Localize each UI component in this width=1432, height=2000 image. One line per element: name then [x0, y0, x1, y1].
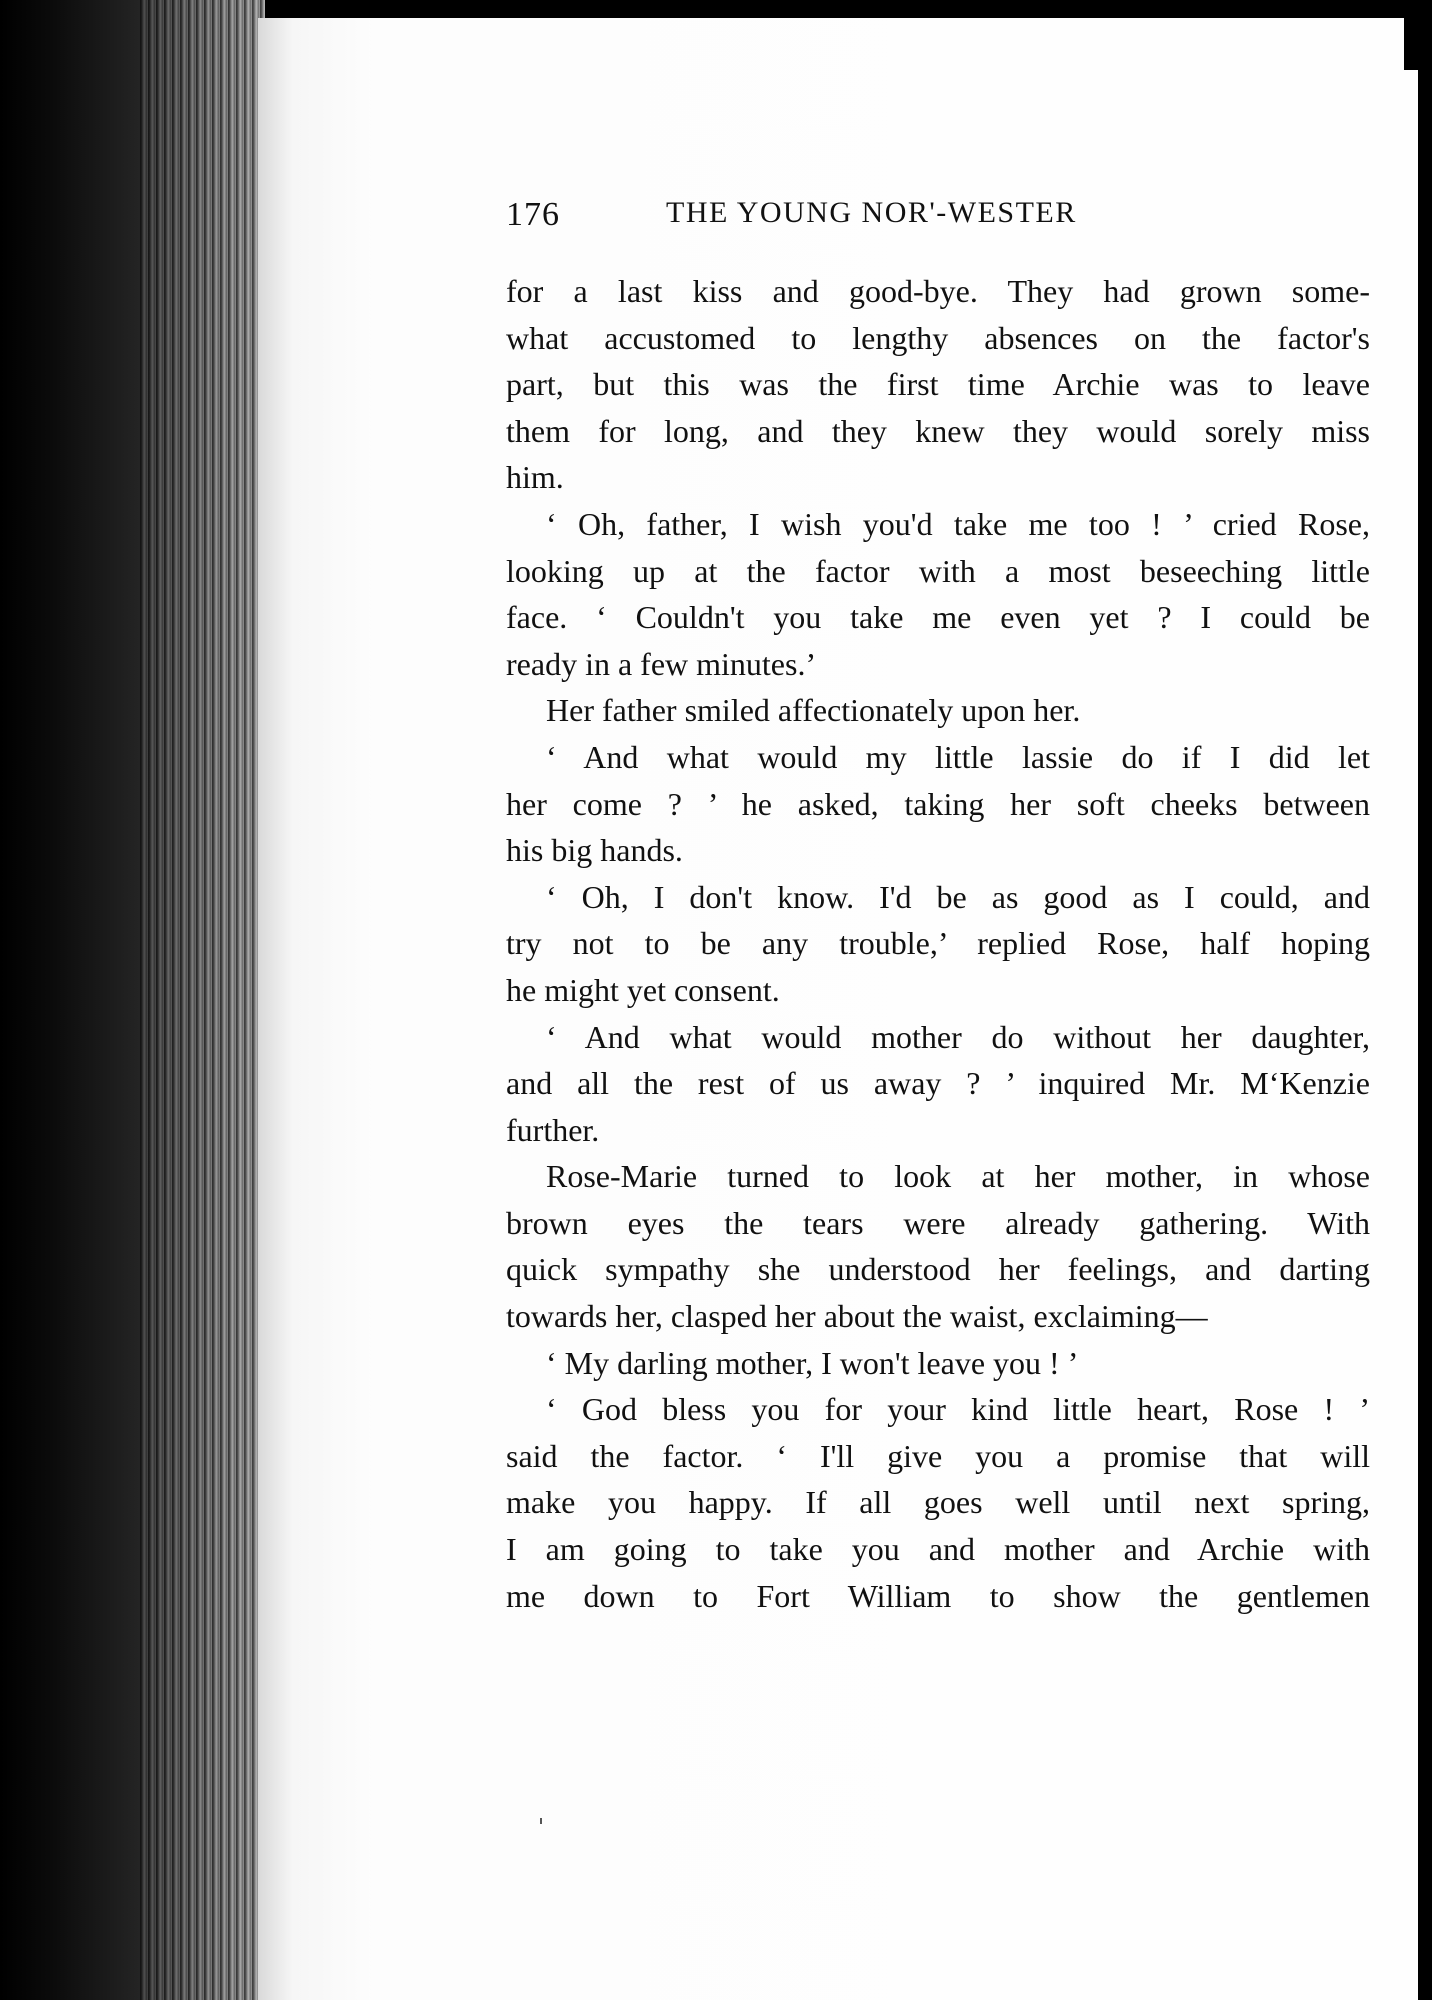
running-title: THE YOUNG NOR'-WESTER [666, 196, 1077, 229]
text-line: his big hands. [506, 832, 683, 869]
page-edges [140, 0, 265, 2000]
text-line: me down to Fort William to show the gentlemen [506, 1577, 1370, 1614]
text-line: I am going to take you and mother and Archie with [506, 1531, 1370, 1568]
text-line: ‘ Oh, father, I wish you'd take me too ! ’ cried Rose, [546, 505, 1370, 542]
text-line: face. ‘ Couldn't you take me even yet ? I could be [506, 599, 1370, 636]
text-line: ‘ And what would my little lassie do if I did let [546, 738, 1370, 775]
text-line: make you happy. If all goes well until next spring, [506, 1484, 1370, 1521]
text-line: and all the rest of us away ? ’ inquired Mr. M‘Kenzie [506, 1065, 1370, 1102]
text-line: towards her, clasped her about the waist, exclaiming— [506, 1298, 1208, 1335]
book-binding [0, 0, 160, 2000]
text-line: try not to be any trouble,’ replied Rose, half hoping [506, 925, 1370, 962]
text-line: her come ? ’ he asked, taking her soft cheeks between [506, 785, 1370, 822]
text-line: what accustomed to lengthy absences on the factor's [506, 319, 1370, 356]
page-corner-shadow [1404, 18, 1418, 70]
text-line: looking up at the factor with a most beseeching little [506, 552, 1370, 589]
text-line: ‘ And what would mother do without her daughter, [546, 1018, 1370, 1055]
text-line: brown eyes the tears were already gathering. With [506, 1204, 1370, 1241]
text-line: ready in a few minutes.’ [506, 645, 817, 682]
text-line: further. [506, 1111, 600, 1148]
page-number: 176 [506, 196, 560, 233]
text-line: him. [506, 459, 564, 496]
page-speck [540, 1818, 542, 1824]
text-line: ‘ My darling mother, I won't leave you ! ’ [546, 1344, 1079, 1381]
body-text [506, 268, 1370, 1619]
text-line: quick sympathy she understood her feelings, and darting [506, 1251, 1370, 1288]
text-line: he might yet consent. [506, 971, 780, 1008]
text-line: Rose-Marie turned to look at her mother, in whose [546, 1158, 1370, 1195]
text-line: part, but this was the first time Archie was to leave [506, 366, 1370, 403]
text-line: them for long, and they knew they would sorely miss [506, 412, 1370, 449]
text-line: for a last kiss and good-bye. They had grown some- [506, 273, 1370, 309]
text-line: ‘ God bless you for your kind little heart, Rose ! ’ [546, 1391, 1370, 1428]
text-line: ‘ Oh, I don't know. I'd be as good as I could, and [546, 878, 1370, 915]
text-line: Her father smiled affectionately upon her. [546, 692, 1081, 729]
text-line: said the factor. ‘ I'll give you a promise that will [506, 1437, 1370, 1474]
page-header [506, 196, 1226, 236]
